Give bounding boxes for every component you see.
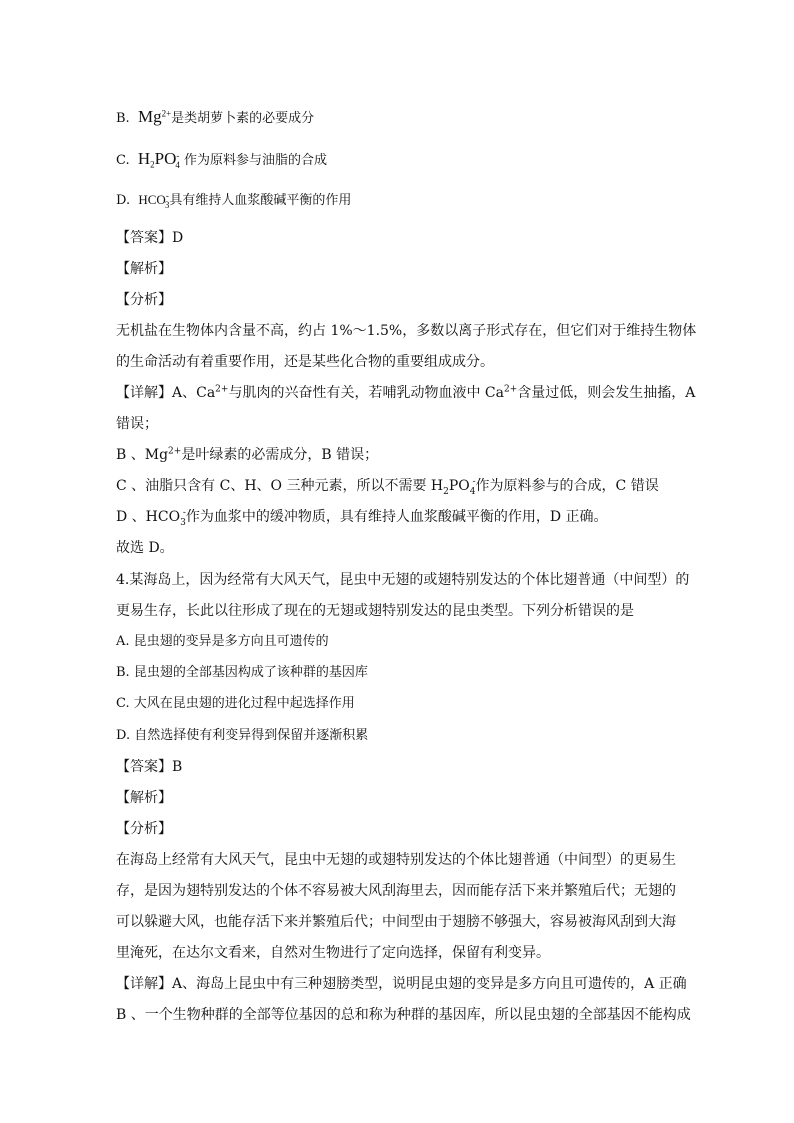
q3-detail-line: B 、$Mg^{2+}$是叶绿素的必需成分，B 错误； <box>116 446 379 463</box>
q4-option-b: B. 昆虫翅的全部基因构成了该种群的基因库 <box>116 665 368 680</box>
q3-analysis-line: 的生命活动有着重要作用，还是某些化合物的重要组成成分。 <box>116 354 494 370</box>
q4-detail-line: 【详解】A、海岛上昆虫中有三种翅膀类型，说明昆虫翅的变异是多方向且可遗传的，A 正确 <box>116 976 687 992</box>
q3-detail-line: C 、油脂只含有 C、H、O 三种元素，所以不需要 $H_2PO_4^-$作为原料参与的合成，C 错误 <box>116 477 659 497</box>
q3-fenxi-heading: 【分析】 <box>116 292 172 308</box>
q4-option-c: C. 大风在昆虫翅的进化过程中起选择作用 <box>116 696 355 711</box>
q4-analysis-line: 在海岛上经常有大风天气，昆虫中无翅的或翅特别发达的个体比翅普通（中间型）的更易生 <box>116 852 676 868</box>
q4-option-d: D. 自然选择使有利变异得到保留并逐渐积累 <box>116 728 369 743</box>
q3-answer: 【答案】D <box>116 230 184 246</box>
q4-analysis-line: 里淹死，在达尔文看来，自然对生物进行了定向选择，保留有利变异。 <box>116 945 550 961</box>
q4-jiexi-heading: 【解析】 <box>116 790 172 806</box>
q4-option-a: A. 昆虫翅的变异是多方向且可遗传的 <box>116 634 329 649</box>
q3-option-d: D. $HCO^-_3$具有维持人血浆酸碱平衡的作用 <box>116 190 352 210</box>
q4-detail-line: B 、一个生物种群的全部等位基因的总和称为种群的基因库，所以昆虫翅的全部基因不能构成 <box>116 1007 691 1023</box>
q3-detail-line: 错误； <box>116 416 158 432</box>
q3-conclusion: 故选 D。 <box>116 540 174 556</box>
q3-option-c: C. $H_2PO^-_4$ 作为原料参与油脂的合成 <box>116 149 328 170</box>
q3-jiexi-heading: 【解析】 <box>116 261 172 277</box>
q4-fenxi-heading: 【分析】 <box>116 821 172 837</box>
q3-analysis-line: 无机盐在生物体内含量不高，约占 1%～1.5%，多数以离子形式存在，但它们对于维持生物体 <box>116 323 697 339</box>
q4-analysis-line: 存，是因为翅特别发达的个体不容易被大风刮海里去，因而能存活下来并繁殖后代；无翅的 <box>116 883 676 899</box>
q3-option-b: B. $Mg^{2+}$是类胡萝卜素的必要成分 <box>116 107 315 126</box>
q4-stem-line: 4.某海岛上，因为经常有大风天气，昆虫中无翅的或翅特别发达的个体比翅普通（中间型）的 <box>116 572 690 588</box>
q4-answer: 【答案】B <box>116 759 183 775</box>
q4-stem-line: 更易生存，长此以往形成了现在的无翅或翅特别发达的昆虫类型。下列分析错误的是 <box>116 603 634 619</box>
q3-detail-line: 【详解】A、$Ca^{2+}$与肌肉的兴奋性有关，若哺乳动物血液中 $Ca^{2+}$含量过低，则会发生抽搐，A <box>116 384 696 401</box>
q4-analysis-line: 可以躲避大风，也能存活下来并繁殖后代；中间型由于翅膀不够强大，容易被海风刮到大海 <box>116 914 676 930</box>
q3-detail-line: D 、$HCO_3^-$作为血浆中的缓冲物质，具有维持人血浆酸碱平衡的作用，D 正确。 <box>116 508 608 528</box>
